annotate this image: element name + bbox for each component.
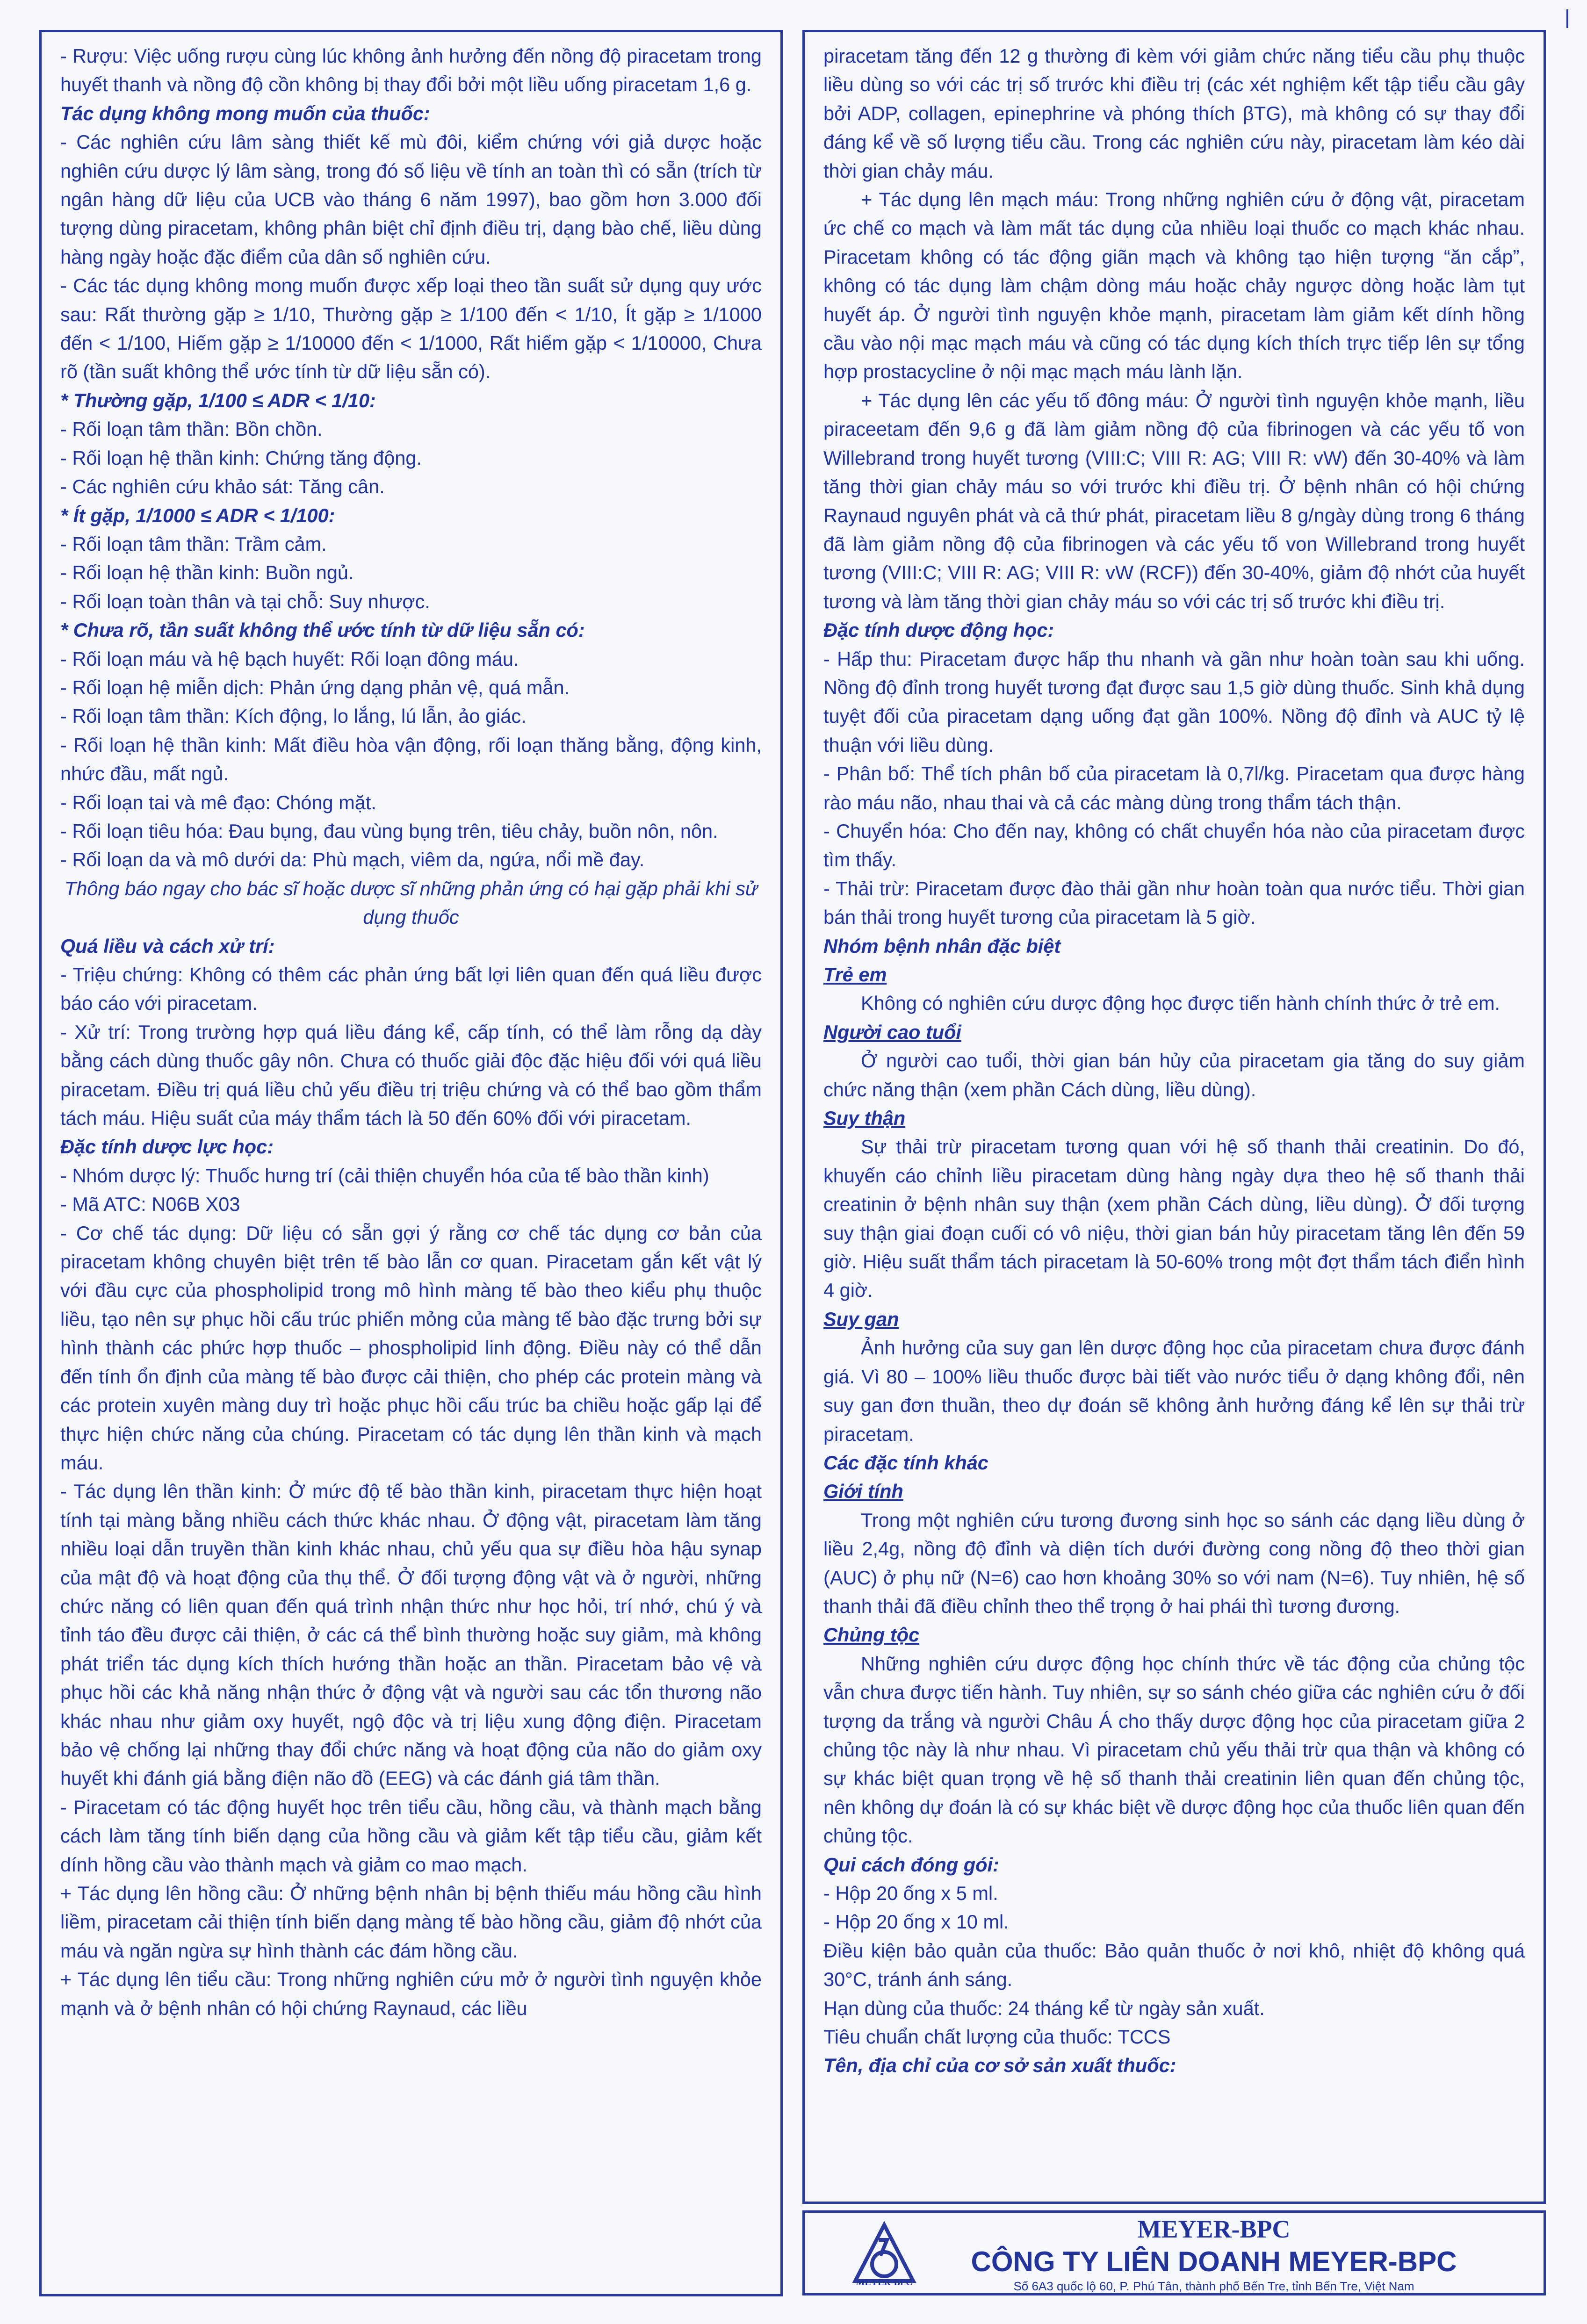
paragraph: - Rối loạn toàn thân và tại chỗ: Suy nhược.: [60, 590, 430, 612]
paragraph: Hạn dùng của thuốc: 24 tháng kể từ ngày sản xuất.: [823, 1997, 1265, 2019]
paragraph: Sự thải trừ piracetam tương quan với hệ số thanh thải creatinin. Do đó, khuyến cáo chỉnh liều piracetam dùng hàng ngày dựa theo hệ số thanh thải creatinin ở bệnh nhân suy thận (xem phần Cách dùng, liều dùng). Ở đối tượng suy thận giai đoạn cuối có vô niệu, thời gian bán hủy piracetam tăng lên đến 59 giờ. Hiệu suất thẩm tách piracetam là 50-60% trong một đợt thẩm tách điển hình 4 giờ.: [823, 1136, 1525, 1302]
paragraph: - Các nghiên cứu khảo sát: Tăng cân.: [60, 475, 385, 498]
paragraph: - Nhóm dược lý: Thuốc hưng trí (cải thiện chuyển hóa của tế bào thần kinh): [60, 1164, 709, 1187]
paragraph: - Rối loạn tâm thần: Bồn chồn.: [60, 418, 323, 440]
paragraph: Thông báo ngay cho bác sĩ hoặc dược sĩ những phản ứng có hại gặp phải khi sử dụng thuốc: [64, 877, 758, 928]
section-heading: Suy thận: [823, 1107, 906, 1130]
section-heading: Chủng tộc: [823, 1624, 920, 1646]
paragraph: Trong một nghiên cứu tương đương sinh học so sánh các dạng liều dùng ở liều 2,4g, nồng độ đỉnh và diện tích dưới đường cong nồng độ theo thời gian (AUC) ở phụ nữ (N=6) cao hơn khoảng 30% so với nam (N=6). Tuy nhiên, hệ số thanh thải đã điều chỉnh theo thể trọng ở hai phái thì tương đương.: [823, 1509, 1525, 1617]
company-address: Số 6A3 quốc lộ 60, P. Phú Tân, thành phố Bến Tre, tỉnh Bến Tre, Việt Nam: [1013, 2279, 1414, 2293]
section-heading: Trẻ em: [823, 964, 887, 986]
logo-label: MEYER-BPC: [856, 2277, 913, 2288]
section-heading: Các đặc tính khác: [823, 1451, 988, 1474]
section-heading: Người cao tuổi: [823, 1021, 961, 1043]
section-heading: Đặc tính dược lực học:: [60, 1136, 274, 1158]
section-heading: Nhóm bệnh nhân đặc biệt: [823, 935, 1061, 957]
paragraph: - Rối loạn tâm thần: Kích động, lo lắng, lú lẫn, ảo giác.: [60, 705, 527, 727]
paragraph: - Piracetam có tác động huyết học trên tiểu cầu, hồng cầu, và thành mạch bằng cách làm tăng tính biến dạng của hồng cầu và giảm kết tập tiểu cầu, giảm kết dính hồng cầu vào thành mạch và giảm co mao mạch.: [60, 1796, 762, 1876]
section-heading: Quá liều và cách xử trí:: [60, 935, 275, 957]
paragraph: Những nghiên cứu dược động học chính thức về tác động của chủng tộc vẫn chưa được tiến hành. Tuy nhiên, sự so sánh chéo giữa các nghiên cứu ở đối tượng da trắng và người Châu Á cho thấy dược động học của piracetam giữa 2 chủng tộc này là như nhau. Vì piracetam chủ yếu thải trừ qua thận và không có sự khác biệt quan trọng về hệ số thanh thải creatinin liên quan đến chủng tộc, nên không dự đoán là có sự khác biệt về dược động học của thuốc liên quan đến chủng tộc.: [823, 1652, 1525, 1847]
brand-name: MEYER-BPC: [1137, 2215, 1291, 2243]
paragraph: - Thải trừ: Piracetam được đào thải gần như hoàn toàn qua nước tiểu. Thời gian bán thải trong huyết tương của piracetam là 5 giờ.: [823, 877, 1525, 928]
section-heading: Qui cách đóng gói:: [823, 1853, 999, 1876]
section-heading: * Thường gặp, 1/100 ≤ ADR < 1/10:: [60, 389, 376, 411]
paragraph: + Tác dụng lên tiểu cầu: Trong những nghiên cứu mở ở người tình nguyện khỏe mạnh và ở bệnh nhân có hội chứng Raynaud, các liều: [60, 1968, 762, 2019]
paragraph: - Rối loạn hệ thần kinh: Chứng tăng động.: [60, 446, 422, 469]
company-name: CÔNG TY LIÊN DOANH MEYER-BPC: [971, 2246, 1457, 2277]
paragraph: - Rối loạn hệ thần kinh: Buồn ngủ.: [60, 561, 354, 584]
paragraph: - Mã ATC: N06B X03: [60, 1193, 240, 1216]
paragraph: - Hộp 20 ống x 5 ml.: [823, 1882, 998, 1904]
paragraph: - Cơ chế tác dụng: Dữ liệu có sẵn gợi ý rằng cơ chế tác dụng cơ bản của piracetam không chuyên biệt trên tế bào lẫn cơ quan. Piracetam gắn kết vật lý với đầu cực của phospholipid trong mô hình màng tế bào theo kiểu phụ thuộc liều, tạo nên sự phục hồi cấu trúc phiến mỏng của màng tế bào đặc trưng bởi sự hình thành các phức hợp thuốc – phospholipid linh động. Điều này có thể dẫn đến tính ổn định của màng tế bào được cải thiện, cho phép các protein màng và các protein xuyên màng duy trì hoặc phục hồi cấu trúc ba chiều hoặc gấp lại để thực hiện chức năng của chúng. Piracetam có tác dụng lên thần kinh và mạch máu.: [60, 1222, 762, 1474]
corner-tick: [1566, 9, 1568, 28]
paragraph: Ở người cao tuổi, thời gian bán hủy của piracetam gia tăng do suy giảm chức năng thận (xem phần Cách dùng, liều dùng).: [823, 1050, 1525, 1101]
paragraph: - Rối loạn tai và mê đạo: Chóng mặt.: [60, 791, 376, 813]
paragraph: - Rối loạn hệ thần kinh: Mất điều hòa vận động, rối loạn thăng bằng, động kinh, nhức đầu, mất ngủ.: [60, 734, 762, 785]
paragraph: - Xử trí: Trong trường hợp quá liều đáng kể, cấp tính, có thể làm rỗng dạ dày bằng cách dùng thuốc gây nôn. Chưa có thuốc giải độc đặc hiệu đối với quá liều piracetam. Điều trị quá liều chủ yếu điều trị triệu chứng và có thể bao gồm thẩm tách máu. Hiệu suất của máy thẩm tách là 50 đến 60% đối với piracetam.: [60, 1021, 762, 1130]
section-heading: Tác dụng không mong muốn của thuốc:: [60, 102, 430, 124]
paragraph: - Hấp thu: Piracetam được hấp thu nhanh và gần như hoàn toàn sau khi uống. Nồng độ đỉnh trong huyết tương đạt được sau 1,5 giờ dùng thuốc. Sinh khả dụng tuyệt đối của piracetam dạng uống đạt gần 100%. Nồng độ đỉnh và AUC tỷ lệ thuận với liều dùng.: [823, 648, 1525, 756]
paragraph: - Rối loạn da và mô dưới da: Phù mạch, viêm da, ngứa, nổi mề đay.: [60, 849, 645, 871]
paragraph: - Hộp 20 ống x 10 ml.: [823, 1911, 1009, 1933]
paragraph: + Tác dụng lên mạch máu: Trong những nghiên cứu ở động vật, piracetam ức chế co mạch và làm mất tác dụng của nhiều loại thuốc co mạch khác nhau. Piracetam không có tác động giãn mạch và không tạo hiện tượng “ăn cắp”, không có tác dụng làm chậm dòng máu hoặc chảy ngược dòng hoặc làm tụt huyết áp. Ở người tình nguyện khỏe mạnh, piracetam làm giảm kết dính hồng cầu vào nội mạc mạch máu và cũng có tác dụng kích thích trực tiếp lên sự tổng hợp prostacycline ở nội mạc mạch máu lành lặn.: [823, 188, 1525, 383]
paragraph: - Chuyển hóa: Cho đến nay, không có chất chuyển hóa nào của piracetam được tìm thấy.: [823, 820, 1525, 871]
section-heading: * Chưa rõ, tần suất không thể ước tính từ dữ liệu sẵn có:: [60, 619, 585, 641]
paragraph: piracetam tăng đến 12 g thường đi kèm với giảm chức năng tiểu cầu phụ thuộc liều dùng so với các trị số trước khi điều trị (các xét nghiệm kết tập tiểu cầu gây bởi ADP, collagen, epinephrine và phóng thích βTG), mà không có sự thay đổi đáng kể về số lượng tiểu cầu. Trong các nghiên cứu này, piracetam làm kéo dài thời gian chảy máu.: [823, 45, 1525, 182]
paragraph: Điều kiện bảo quản của thuốc: Bảo quản thuốc ở nơi khô, nhiệt độ không quá 30°C, tránh ánh sáng.: [823, 1939, 1525, 1991]
paragraph: - Rượu: Việc uống rượu cùng lúc không ảnh hưởng đến nồng độ piracetam trong huyết thanh và nồng độ cồn không bị thay đổi bởi một liều uống piracetam 1,6 g.: [60, 45, 762, 96]
paragraph: - Tác dụng lên thần kinh: Ở mức độ tế bào thần kinh, piracetam thực hiện hoạt tính tại màng bằng nhiều cách thức khác nhau. Ở động vật, piracetam làm tăng nhiều loại dẫn truyền thần kinh khác nhau, chủ yếu qua sự điều hòa hậu synap của mật độ và hoạt động của thụ thể. Ở đối tượng động vật và ở người, những chức năng có liên quan đến quá trình nhận thức như học hỏi, trí nhớ, chú ý và tỉnh táo đều được cải thiện, ở các cá thể bình thường hoặc suy giảm, mà không phát triển tác dụng kích thích hướng thần hoặc an thần. Piracetam bảo vệ và phục hồi các khả năng nhận thức ở động vật và người sau các tổn thương não khác nhau như giảm oxy huyết, ngộ độc và trị liệu xung động điện. Piracetam bảo vệ chống lại những thay đổi chức năng và hoạt động của não do giảm oxy huyết khi đánh giá bằng điện não đồ (EEG) và các đánh giá tâm thần.: [60, 1480, 762, 1790]
left-column: [39, 30, 783, 2296]
section-heading: * Ít gặp, 1/1000 ≤ ADR < 1/100:: [60, 504, 335, 526]
section-heading: Suy gan: [823, 1308, 899, 1330]
paragraph: Không có nghiên cứu dược động học được tiến hành chính thức ở trẻ em.: [861, 992, 1500, 1015]
paragraph: - Các nghiên cứu lâm sàng thiết kế mù đôi, kiểm chứng với giả dược hoặc nghiên cứu dược lý lâm sàng, trong đó số liệu về tính an toàn thì có sẵn (trích từ ngân hàng dữ liệu của UCB vào tháng 6 năm 1997), bao gồm hơn 3.000 đối tượng dùng piracetam, không phân biệt chỉ định điều trị, dạng bào chế, liều dùng hàng ngày hoặc đặc điểm của dân số nghiên cứu.: [60, 131, 762, 268]
paragraph: Tiêu chuẩn chất lượng của thuốc: TCCS: [823, 2026, 1171, 2048]
paragraph: - Các tác dụng không mong muốn được xếp loại theo tần suất sử dụng quy ước sau: Rất thường gặp ≥ 1/10, Thường gặp ≥ 1/100 đến < 1/10, Ít gặp ≥ 1/1000 đến < 1/100, Hiếm gặp ≥ 1/10000 đến < 1/1000, Rất hiếm gặp < 1/10000, Chưa rõ (tần suất không thể ước tính từ dữ liệu sẵn có).: [60, 274, 762, 383]
paragraph: - Rối loạn tiêu hóa: Đau bụng, đau vùng bụng trên, tiêu chảy, buồn nôn, nôn.: [60, 820, 718, 842]
paragraph: + Tác dụng lên hồng cầu: Ở những bệnh nhân bị bệnh thiếu máu hồng cầu hình liềm, piracetam cải thiện tính biến dạng màng tế bào hồng cầu, giảm độ nhớt của máu và ngăn ngừa sự hình thành các đám hồng cầu.: [60, 1882, 762, 1962]
right-column: [802, 30, 1546, 2204]
section-heading: Tên, địa chỉ của cơ sở sản xuất thuốc:: [823, 2054, 1176, 2077]
paragraph: - Rối loạn hệ miễn dịch: Phản ứng dạng phản vệ, quá mẫn.: [60, 676, 570, 698]
section-heading: Giới tính: [823, 1480, 903, 1503]
paragraph: - Triệu chứng: Không có thêm các phản ứng bất lợi liên quan đến quá liều được báo cáo với piracetam.: [60, 964, 762, 1015]
manufacturer-box: [802, 2210, 1546, 2295]
paragraph: Ảnh hưởng của suy gan lên dược động học của piracetam chưa được đánh giá. Vì 80 – 100% liều thuốc được bài tiết vào nước tiểu ở dạng không đổi, nên suy gan đơn thuần, theo dự đoán sẽ không ảnh hưởng đáng kể lên sự thải trừ piracetam.: [823, 1337, 1525, 1445]
paragraph: - Phân bố: Thể tích phân bố của piracetam là 0,7l/kg. Piracetam qua được hàng rào máu não, nhau thai và cả các màng dùng trong thẩm tách thận.: [823, 763, 1525, 813]
paragraph: + Tác dụng lên các yếu tố đông máu: Ở người tình nguyện khỏe mạnh, liều piraceetam đến 9,6 g đã làm giảm nồng độ của fibrinogen và các yếu tố von Willebrand trong huyết tương (VIII:C; VIII R: AG; VIII R: vW) đến 30-40% và làm tăng thời gian chảy máu so với trước khi điều trị. Ở bệnh nhân có hội chứng Raynaud nguyên phát và cả thứ phát, piracetam liều 8 g/ngày dùng trong 6 tháng đã làm giảm nồng độ của fibrinogen và các yếu tố von Willebrand trong huyết tương (VIII:C; VIII R: AG; VIII R: vW (RCF)) đến 30-40%, giảm độ nhớt của huyết tương và làm tăng thời gian chảy máu so với các trị số trước khi điều trị.: [823, 389, 1525, 612]
section-heading: Đặc tính dược động học:: [823, 619, 1054, 641]
paragraph: - Rối loạn máu và hệ bạch huyết: Rối loạn đông máu.: [60, 648, 519, 670]
paragraph: - Rối loạn tâm thần: Trầm cảm.: [60, 532, 327, 555]
